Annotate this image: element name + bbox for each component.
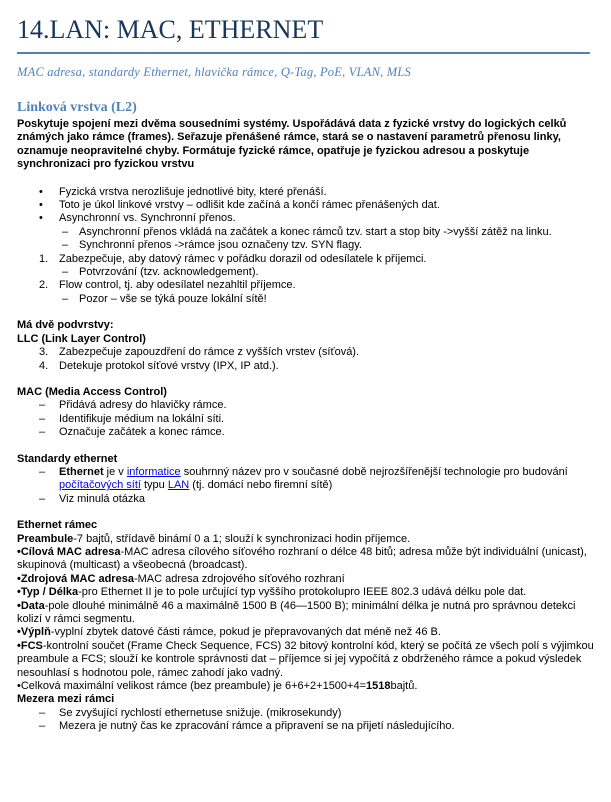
ramec-line: •Výplň-vyplní zbytek datové části rámce, pokud je přepravovaných dat méně než 46 B. <box>17 626 441 639</box>
mezera-heading: Mezera mezi rámci <box>17 693 115 706</box>
dash-marker: – <box>62 225 69 238</box>
ramec-max-line: •Celková maximální velikost rámce (bez preambule) je 6+6+2+1500+4=1518bajtů. <box>17 680 418 693</box>
page-title: 14.LAN: MAC, ETHERNET <box>17 15 324 44</box>
section-lead: Poskytuje spojení mezi dvěma sousedními systémy. Uspořádává data z fyzické vrstvy do logických celků známých jako rámce (frames). Seřazuje přenášené rámce, stará se o nastavení parametrů přenosu linky, oznamuje neopravitelné chyby. Formátuje fyzické rámce, opatřuje je fyzickou adresou a poskytuje synchronizaci pro fyzickou vrstvu <box>17 118 567 171</box>
dash-marker: – <box>39 706 46 719</box>
dash-marker: – <box>39 465 46 478</box>
document-page <box>17 14 597 734</box>
ramec-line: •Cílová MAC adresa-MAC adresa cílového síťového rozhraní o délce 48 bitů; adresa může být individuální (unicast), skupinová (multicast) a všeobecná (broadcast). <box>17 545 587 572</box>
dash-marker: – <box>39 412 46 425</box>
dash-marker: – <box>62 292 69 305</box>
list-item: – Se zvyšující rychlostí ethernetuse snižuje. (mikrosekundy) <box>39 706 342 719</box>
page-subtitle: MAC adresa, standardy Ethernet, hlavička rámce, Q-Tag, PoE, VLAN, MLS <box>17 65 411 79</box>
podvrstvy-heading: Má dvě podvrstvy: <box>17 319 114 332</box>
section-heading-linkova-vrstva: Linková vrstva (L2) <box>17 100 137 115</box>
dash-marker: – <box>62 239 69 252</box>
mac-heading: MAC (Media Access Control) <box>17 385 167 398</box>
numbered-item: 1. Zabezpečuje, aby datový rámec v pořádku dorazil od odesílatele k příjemci. <box>39 252 427 265</box>
sub-list-item: – Synchronní přenos ->rámce jsou označeny tzv. SYN flagy. <box>62 239 362 252</box>
ramec-line: •FCS-kontrolní součet (Frame Check Sequence, FCS) 32 bitový kontrolní kód, který se počítá ze všech polí s výjimkou preambule a FCS; slouží ke kontrole správnosti dat – příjemce si jej vypočítá z obdrženého rámce a pokud výsledek nesouhlasí s hodnotou pole, rámec zahodí jako vadný. <box>17 639 594 679</box>
list-item: • Asynchronní vs. Synchronní přenos. <box>39 212 236 225</box>
numbered-item: 4. Detekuje protokol síťové vrstvy (IPX, IP atd.). <box>39 359 279 372</box>
dash-marker: – <box>39 720 46 733</box>
sub-list-item: – Asynchronní přenos vkládá na začátek a konec rámců tzv. start a stop bity ->vyšší zátěž na linku. <box>62 225 552 238</box>
list-item: • Toto je úkol linkové vrstvy – odlišit kde začíná a končí rámec přenášených dat. <box>39 199 440 212</box>
numbered-item: 3. Zabezpečuje zapouzdření do rámce z vyšších vrstev (síťová). <box>39 346 360 359</box>
ramec-line: Preambule-7 bajtů, střídavě binámí 0 a 1; slouží k synchronizaci hodin příjemce. <box>17 532 411 545</box>
bullet-marker: • <box>39 199 43 212</box>
numbered-item: 2. Flow control, tj. aby odesílatel nezahltil příjemce. <box>39 279 296 292</box>
link-lan[interactable]: LAN <box>167 479 190 492</box>
dash-marker: – <box>39 399 46 412</box>
bullet-marker: • <box>39 212 43 225</box>
list-item: – Mezera je nutný čas ke zpracování rámce a připravení se na přijetí následujícího. <box>39 720 455 733</box>
list-item: – Viz minulá otázka <box>39 492 146 505</box>
title-rule <box>17 52 590 54</box>
ramec-line: •Data-pole dlouhé minimálně 46 a maximálně 1500 B (46—1500 B); minimální délka je nutná pro správnou detekci kolizí v rámci segmentu. <box>17 599 576 625</box>
ramec-line: •Zdrojová MAC adresa-MAC adresa zdrojového síťového rozhraní <box>17 572 345 585</box>
dash-marker: – <box>39 492 46 505</box>
sub-list-item: – Potvrzování (tzv. acknowledgement). <box>62 266 259 279</box>
link-informatice[interactable]: informatice <box>126 465 181 478</box>
sub-list-item: – Pozor – vše se týká pouze lokální sítě! <box>62 292 267 305</box>
list-item: – Identifikuje médium na lokální síti. <box>39 412 225 425</box>
list-item: – Ethernet je v informatice souhrnný název pro v současné době nejrozšířenější technologie pro budování počítačových sítí typu LAN (tj. domácí nebo firemní sítě) <box>39 465 568 492</box>
list-item: • Fyzická vrstva nerozlišuje jednotlivé bity, které přenáší. <box>39 185 327 198</box>
ramec-heading: Ethernet rámec <box>17 519 98 532</box>
dash-marker: – <box>39 426 46 439</box>
list-item: – Označuje začátek a konec rámce. <box>39 426 225 439</box>
standardy-heading: Standardy ethernet <box>17 452 118 465</box>
list-item: – Přidává adresy do hlavičky rámce. <box>39 399 227 412</box>
llc-heading: LLC (Link Layer Control) <box>17 332 146 345</box>
ramec-line: •Typ / Délka-pro Ethernet II je to pole určující typ vyššího protokolupro IEEE 802.3 udává délku pole dat. <box>17 586 527 599</box>
dash-marker: – <box>62 266 69 279</box>
bullet-marker: • <box>39 185 43 198</box>
link-pocitacove-site[interactable]: počítačových sítí <box>59 479 141 492</box>
